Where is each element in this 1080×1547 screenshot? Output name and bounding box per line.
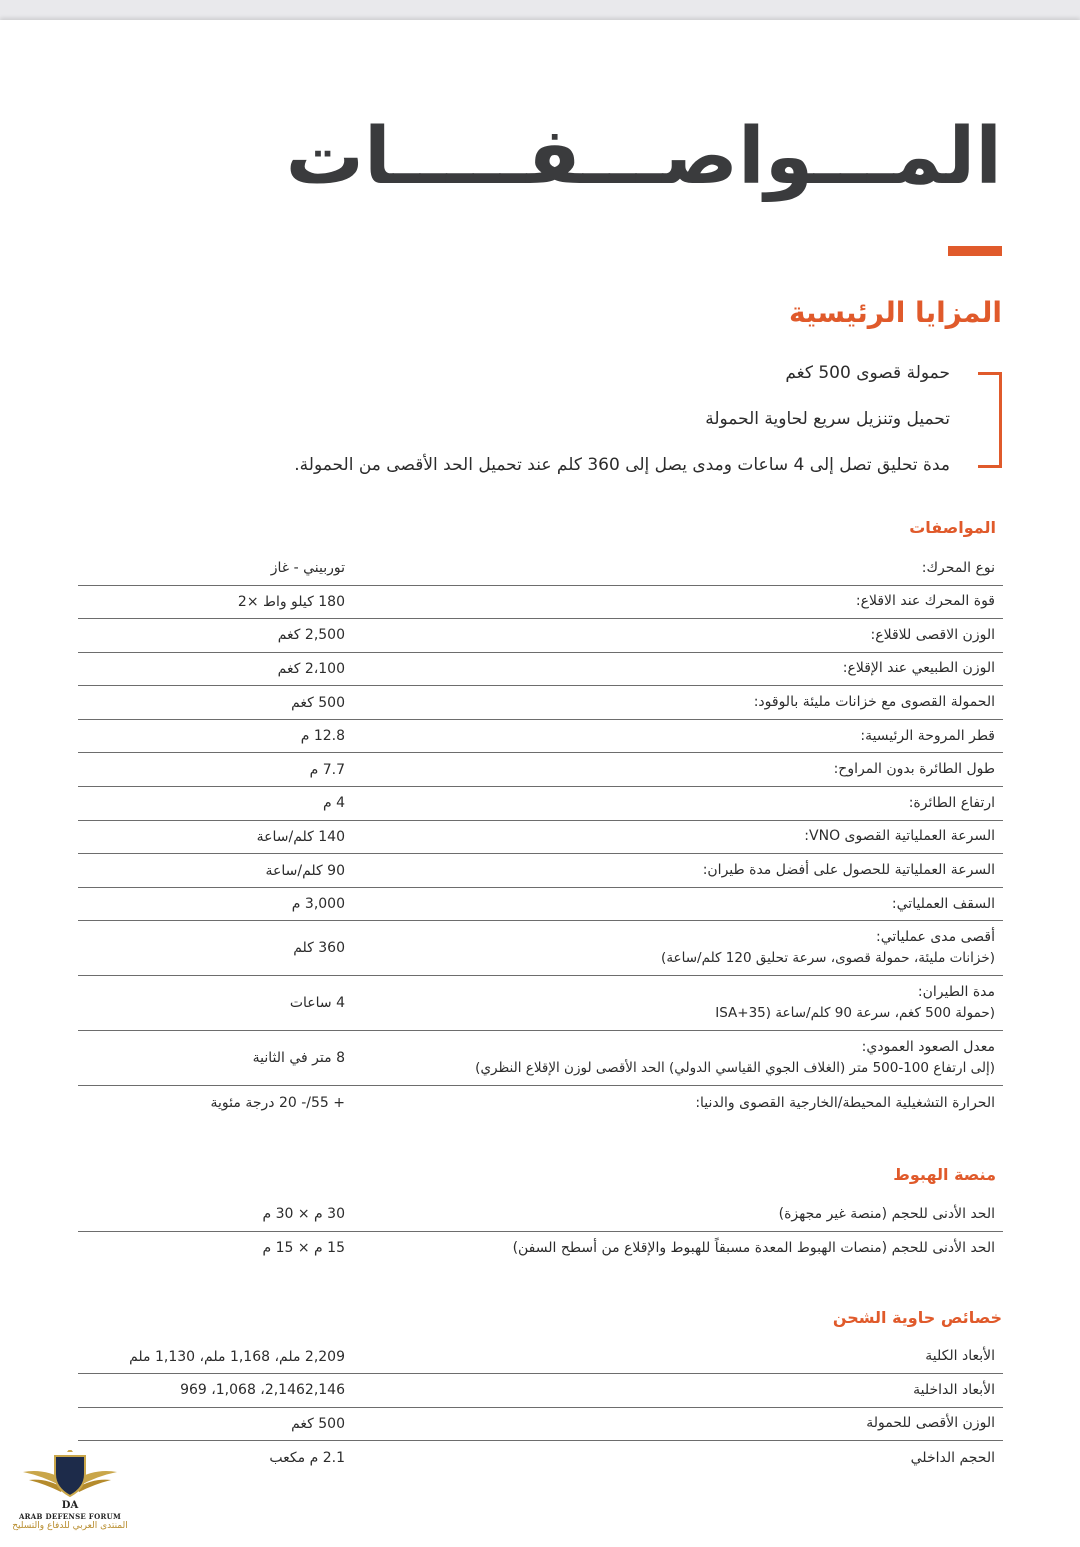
spec-label: نوع المحرك:	[353, 552, 1003, 585]
key-features-heading: المزايا الرئيسية	[788, 296, 1002, 329]
feature-item: تحميل وتنزيل سريع لحاوية الحمولة	[705, 409, 950, 429]
spec-value: 7.7 م	[78, 753, 353, 787]
landing-pad-heading: منصة الهبوط	[893, 1165, 996, 1184]
spec-label-text: مدة الطيران:	[917, 984, 995, 1001]
table-row	[78, 1231, 1003, 1265]
table-row	[78, 585, 1003, 619]
spec-value: 90 كلم/ساعة	[78, 854, 353, 888]
spec-value: 4 م	[78, 787, 353, 821]
spec-note: (حمولة 500 كغم، سرعة 90 كلم/ساعة (ISA+35	[715, 1005, 995, 1022]
table-row	[78, 1441, 1003, 1475]
spec-label: طول الطائرة بدون المراوح:	[353, 753, 1003, 787]
spec-label	[353, 921, 1003, 976]
table-row	[78, 854, 1003, 888]
spec-label: قوة المحرك عند الاقلاع:	[353, 585, 1003, 619]
feature-item: مدة تحليق تصل إلى 4 ساعات ومدى يصل إلى 360 كلم عند تحميل الحد الأقصى من الحمولة.	[294, 455, 950, 475]
table-row	[78, 976, 1003, 1031]
table-row	[78, 652, 1003, 686]
spec-label: الحجم الداخلي	[910, 1449, 995, 1466]
spec-value: 15 م × 15 م	[262, 1240, 345, 1257]
spec-label: السرعة العملياتية للحصول على أفضل مدة طيران:	[353, 854, 1003, 888]
spec-note: (خزانات مليئة، حمولة قصوى، سرعة تحليق 120 كلم/ساعة)	[661, 950, 995, 967]
spec-value: 500 كغم	[78, 686, 353, 720]
table-row	[78, 1374, 1003, 1408]
spec-label: السرعة العملياتية القصوى VNO:	[353, 820, 1003, 854]
accent-bar	[948, 246, 1002, 256]
table-row	[78, 552, 1003, 585]
specifications-heading: المواصفات	[909, 518, 996, 537]
spec-value: 140 كلم/ساعة	[78, 820, 353, 854]
spec-label-text: أقصى مدى عملياتي:	[876, 929, 995, 946]
spec-value: 3,000 م	[78, 887, 353, 921]
spec-label: الوزن الطبيعي عند الإقلاع:	[353, 652, 1003, 686]
table-row	[78, 619, 1003, 653]
spec-value: 2,209 ملم، 1,168 ملم، 1,130 ملم	[78, 1340, 353, 1374]
table-row	[78, 921, 1003, 976]
table-row	[78, 753, 1003, 787]
spec-value: 2،100 كغم	[78, 652, 353, 686]
table-row	[78, 1031, 1003, 1086]
spec-value: 2.1 م مكعب	[269, 1450, 345, 1467]
spec-label: الوزن الأقصى للحمولة	[353, 1407, 1003, 1441]
spec-label: الأبعاد الكلية	[353, 1340, 1003, 1374]
spec-value: 360 كلم	[78, 921, 353, 976]
feature-item: حمولة قصوى 500 كغم	[785, 363, 950, 383]
logo-monogram: DA	[61, 1500, 79, 1511]
spec-label: الحد الأدنى للحجم (منصات الهبوط المعدة مسبقاً للهبوط والإقلاع من أسطح السفن)	[512, 1239, 995, 1256]
spec-value: 30 م × 30 م	[78, 1198, 353, 1231]
features-bracket	[978, 372, 1002, 468]
table-row	[78, 887, 1003, 921]
spec-label	[353, 976, 1003, 1031]
table-row	[78, 1198, 1003, 1231]
spec-value: 2,1462,146، 1,068، 969	[78, 1374, 353, 1408]
logo-name-ar: المنتدى العربي للدفاع والتسليح	[12, 1521, 128, 1531]
key-features-list	[90, 357, 950, 495]
spec-value: 2,500 كغم	[78, 619, 353, 653]
spec-label: الأبعاد الداخلية	[353, 1374, 1003, 1408]
document-page	[0, 20, 1080, 1547]
specifications-table	[78, 552, 1003, 1120]
table-row	[78, 1407, 1003, 1441]
spec-label: الحمولة القصوى مع خزانات مليئة بالوقود:	[353, 686, 1003, 720]
table-row	[78, 719, 1003, 753]
cargo-container-table	[78, 1340, 1003, 1475]
spec-label: ارتفاع الطائرة:	[353, 787, 1003, 821]
spec-value: 12.8 م	[78, 719, 353, 753]
table-row	[78, 1086, 1003, 1120]
spec-label: السقف العملياتي:	[353, 887, 1003, 921]
spec-label: الحد الأدنى للحجم (منصة غير مجهزة)	[353, 1198, 1003, 1231]
spec-value: توربيني - غاز	[78, 552, 353, 585]
watermark-logo	[10, 1450, 130, 1542]
page-title: المـــواصـــفـــــات	[285, 112, 1002, 202]
landing-pad-table	[78, 1198, 1003, 1265]
spec-value: 8 متر في الثانية	[78, 1031, 353, 1086]
spec-label: الوزن الاقصى للاقلاع:	[353, 619, 1003, 653]
spec-label: الحرارة التشغيلية المحيطة/الخارجية القصوى والدنيا:	[695, 1094, 995, 1111]
spec-label-text: معدل الصعود العمودي:	[861, 1039, 995, 1056]
spec-label	[353, 1031, 1003, 1086]
table-row	[78, 686, 1003, 720]
spec-value: 180 كيلو واط ×2	[78, 585, 353, 619]
spec-value: + 55/- 20 درجة مئوية	[210, 1095, 345, 1112]
spec-value: 500 كغم	[78, 1407, 353, 1441]
eagle-shield-icon	[15, 1450, 125, 1512]
spec-label: قطر المروحة الرئيسية:	[353, 719, 1003, 753]
table-row	[78, 787, 1003, 821]
logo-name-en: ARAB DEFENSE FORUM	[18, 1512, 122, 1521]
spec-value: 4 ساعات	[78, 976, 353, 1031]
spec-note: (إلى ارتفاع 100-500 متر (الغلاف الجوي القياسي الدولي) الحد الأقصى لوزن الإقلاع النظري)	[475, 1060, 995, 1077]
table-row	[78, 820, 1003, 854]
cargo-container-heading: خصائص حاوية الشحن	[832, 1308, 1002, 1327]
table-row	[78, 1340, 1003, 1374]
